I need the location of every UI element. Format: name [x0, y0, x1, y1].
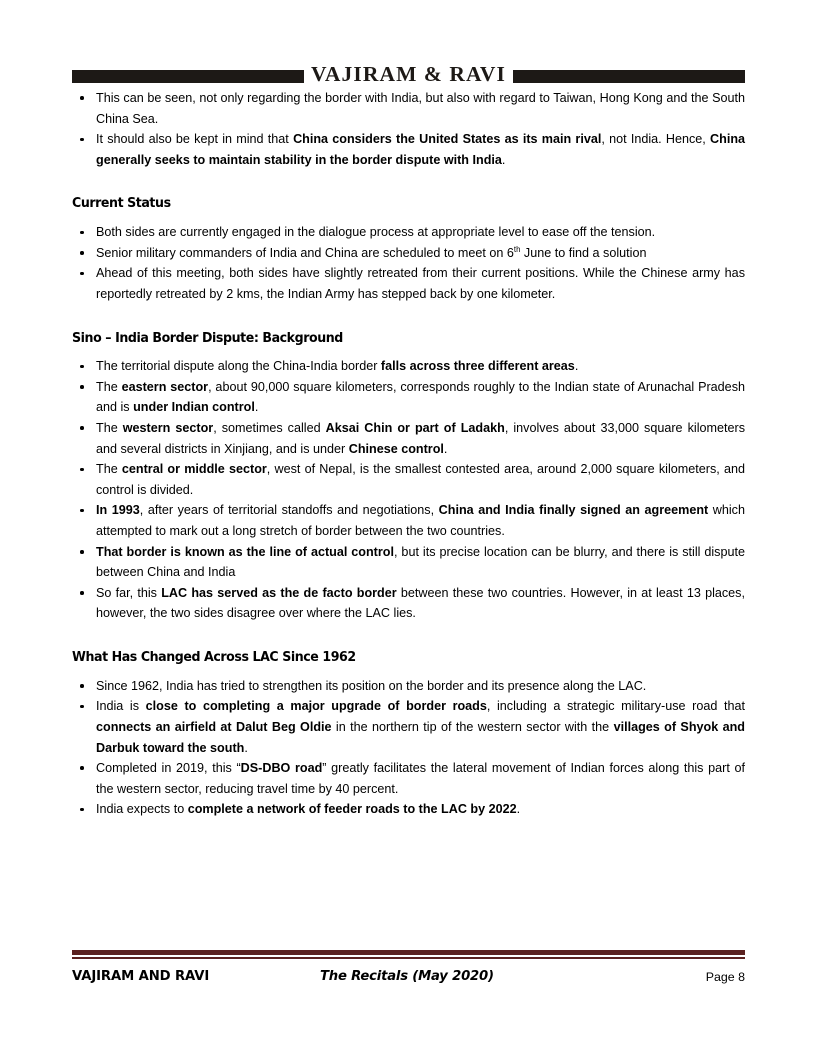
section-heading: What Has Changed Across LAC Since 1962	[72, 649, 356, 665]
body-text: , sometimes called	[213, 421, 326, 436]
body-text: .	[501, 152, 506, 167]
vertical-spacer	[72, 170, 745, 196]
bullet-item	[72, 418, 745, 459]
body-text: , including a strategic military-use road that	[486, 699, 745, 714]
vertical-spacer	[72, 305, 745, 331]
body-text: The	[96, 421, 123, 436]
body-text: between these two countries. However, in at least 13 places, however, the two sides disagree over where the LAC lies.	[96, 585, 745, 621]
body-text: ” greatly facilitates the lateral movement of Indian forces along this part of the western sector, reducing travel time by 40 percent.	[96, 761, 745, 796]
page-footer	[72, 950, 745, 989]
body-text: Completed in 2019, this “	[96, 761, 241, 776]
footer-row	[72, 969, 745, 989]
bullet-item	[72, 263, 745, 304]
body-text: .	[574, 359, 579, 374]
body-text: India expects to	[96, 802, 188, 817]
body-text: India is	[96, 699, 146, 714]
emphasis-text: close to completing a major upgrade of border roads	[145, 699, 487, 714]
body-text: This can be seen, not only regarding the border with India, but also with regard to Taiwan, Hong Kong and the South China Sea.	[96, 91, 745, 126]
bullet-item	[72, 222, 745, 243]
emphasis-text: connects an airfield at Dalut Beg Oldie	[96, 719, 332, 734]
body-text: Both sides are currently engaged in the dialogue process at appropriate level to ease off the tension.	[96, 225, 656, 240]
section-heading: Sino – India Border Dispute: Background	[72, 330, 343, 346]
section-heading: Current Status	[72, 196, 171, 212]
bullet-item	[72, 696, 745, 758]
bullet-item	[72, 459, 745, 500]
vertical-spacer	[72, 213, 745, 222]
bullet-item	[72, 377, 745, 418]
bullet-item	[72, 129, 745, 170]
body-text: June to find a solution	[520, 245, 647, 260]
emphasis-text: western sector	[122, 421, 214, 436]
body-text: , west of Nepal, is the smallest contested area, around 2,000 square kilometers, and control is divided.	[96, 462, 745, 497]
footer-rule-thin	[72, 957, 745, 959]
bullet-item	[72, 583, 745, 624]
document-body	[72, 88, 745, 820]
emphasis-text: LAC has served as the de facto border	[161, 585, 397, 600]
body-text: So far, this	[96, 585, 162, 600]
emphasis-text: falls across three different areas	[380, 359, 575, 374]
body-text: Since 1962, India has tried to strengthen its position on the border and its presence along the LAC.	[96, 678, 647, 693]
emphasis-text: In 1993	[96, 503, 140, 518]
emphasis-text: under Indian control	[133, 400, 255, 415]
vertical-spacer	[72, 667, 745, 676]
emphasis-text: That border is known as the line of actual control	[96, 544, 394, 559]
body-text: , after years of territorial standoffs and negotiations,	[139, 503, 439, 518]
body-text: .	[516, 802, 521, 817]
page-title: VAJIRAM & RAVI	[311, 62, 506, 87]
footer-publication-title: The Recitals (May 2020)	[320, 968, 494, 984]
body-text: in the northern tip of the western sector with the	[331, 719, 614, 734]
body-text: .	[254, 400, 259, 415]
body-text: Ahead of this meeting, both sides have slightly retreated from their current positions. While the Chinese army has reportedly retreated by 2 kms, the Indian Army has stepped back by one kilometer.	[96, 266, 745, 301]
body-text: .	[443, 441, 448, 456]
bullet-item	[72, 88, 745, 129]
bullet-list	[72, 676, 745, 820]
body-text: , not India. Hence,	[601, 132, 711, 147]
emphasis-text: DS-DBO road	[240, 761, 323, 776]
vertical-spacer	[72, 347, 745, 356]
bullet-item	[72, 243, 745, 264]
emphasis-text: complete a network of feeder roads to the LAC by 2022	[187, 802, 517, 817]
body-text: The	[96, 462, 122, 477]
emphasis-text: China generally seeks to maintain stability in the border dispute with India	[96, 132, 746, 167]
bullet-item	[72, 799, 745, 820]
bullet-item	[72, 356, 745, 377]
body-text: , involves about 33,000 square kilometers and several districts in Xinjiang, and is under	[96, 421, 745, 456]
body-text: The	[96, 379, 122, 394]
body-text: , but its precise location can be blurry, and there is still dispute between China and India	[96, 544, 745, 580]
emphasis-text: villages of Shyok and Darbuk toward the south	[96, 719, 745, 755]
body-text: , about 90,000 square kilometers, corresponds roughly to the Indian state of Arunachal Pradesh and is	[96, 379, 745, 415]
body-text: which attempted to mark out a long stretch of border between the two countries.	[96, 503, 745, 538]
body-text: .	[244, 740, 248, 755]
bullet-list	[72, 222, 745, 304]
header-rule-right	[513, 70, 745, 83]
emphasis-text: China and India finally signed an agreement	[438, 503, 709, 518]
vertical-spacer	[72, 624, 745, 650]
emphasis-text: Chinese control	[348, 441, 444, 456]
page-header	[72, 64, 745, 88]
bullet-item	[72, 758, 745, 799]
footer-institute-name: VAJIRAM AND RAVI	[72, 968, 210, 984]
emphasis-text: eastern sector	[121, 379, 209, 394]
bullet-item	[72, 500, 745, 541]
emphasis-text: central or middle sector	[121, 462, 267, 477]
superscript-ordinal: th	[513, 244, 521, 254]
bullet-list	[72, 356, 745, 624]
sections-container	[72, 170, 745, 820]
header-rule-left	[72, 70, 304, 83]
body-text: It should also be kept in mind that	[96, 132, 294, 147]
footer-page-number: Page 8	[705, 969, 745, 984]
body-text: The territorial dispute along the China-India border	[96, 359, 381, 374]
emphasis-text: China considers the United States as its main rival	[293, 132, 602, 147]
bullet-item	[72, 676, 745, 697]
bullet-item	[72, 542, 745, 583]
body-text: Senior military commanders of India and China are scheduled to meet on 6	[96, 245, 514, 260]
bullet-list-intro	[72, 88, 745, 170]
emphasis-text: Aksai Chin or part of Ladakh	[325, 421, 505, 436]
